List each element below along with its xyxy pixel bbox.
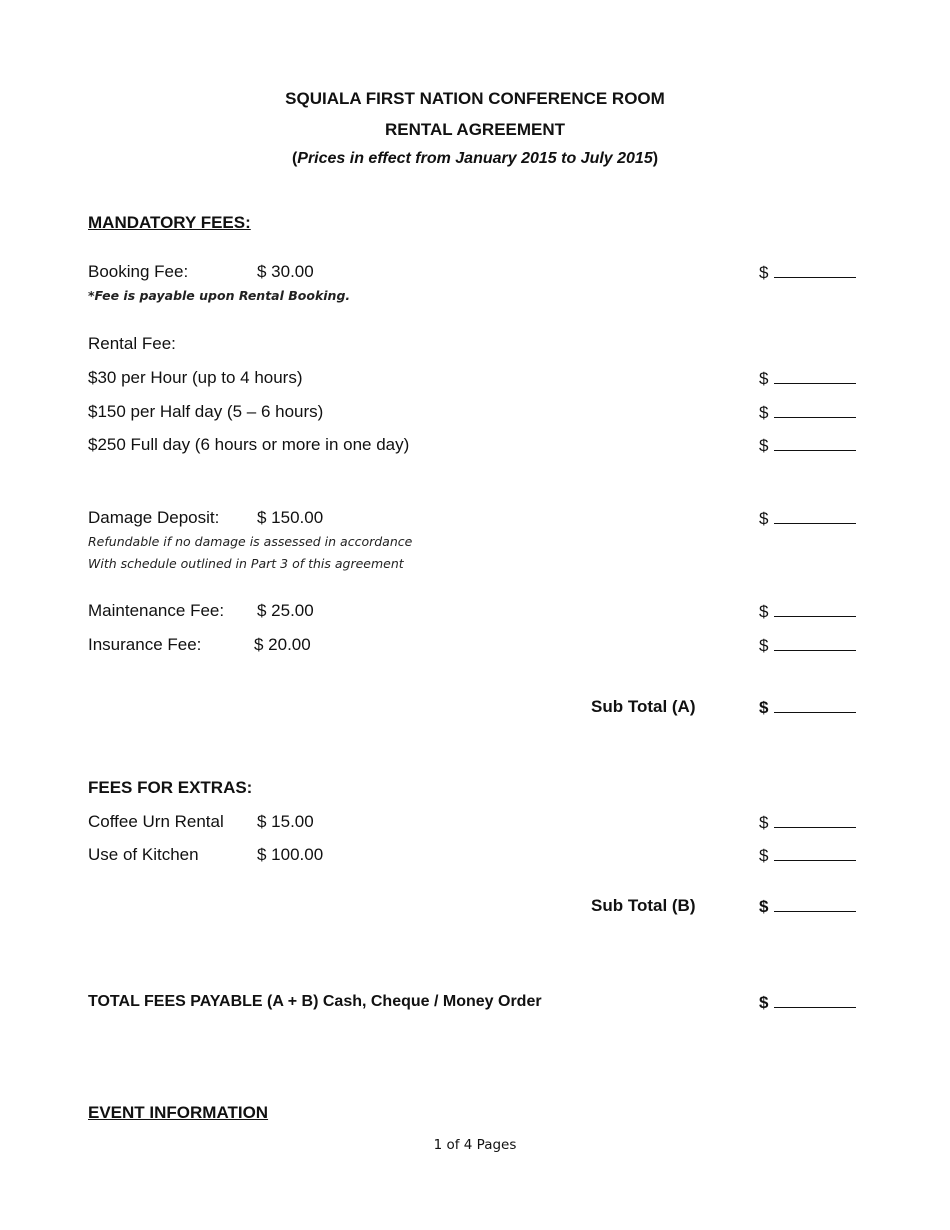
mandatory-fees-heading: MANDATORY FEES:: [88, 213, 251, 232]
subtotal-b-label: Sub Total (B): [591, 896, 696, 915]
maintenance-fee-label: Maintenance Fee:: [88, 601, 225, 620]
rental-hour-option: $30 per Hour (up to 4 hours): [88, 368, 303, 387]
coffee-urn-amount: $ 15.00: [257, 812, 314, 831]
subtotal-a-blank[interactable]: [759, 698, 856, 718]
damage-deposit-note-2: With schedule outlined in Part 3 of this agreement: [88, 556, 404, 571]
currency-sign: $: [759, 509, 769, 528]
booking-fee-blank[interactable]: [759, 263, 856, 283]
rental-half-day-option: $150 per Half day (5 – 6 hours): [88, 402, 324, 421]
damage-deposit-note-1: Refundable if no damage is assessed in accordance: [88, 534, 413, 549]
rental-half-day-blank[interactable]: [759, 403, 856, 423]
currency-sign: $: [759, 369, 769, 388]
booking-fee-label: Booking Fee:: [88, 262, 189, 281]
rental-full-day-option: $250 Full day (6 hours or more in one day): [88, 435, 410, 454]
booking-fee-amount: $ 30.00: [257, 262, 314, 281]
currency-sign: $: [759, 993, 769, 1012]
total-fees-blank[interactable]: [759, 993, 856, 1013]
currency-sign: $: [759, 602, 769, 621]
insurance-fee-label: Insurance Fee:: [88, 635, 202, 654]
total-fees-label: TOTAL FEES PAYABLE (A + B) Cash, Cheque / Money Order: [88, 993, 542, 1010]
page-number: 1 of 4 Pages: [433, 1137, 517, 1153]
currency-sign: $: [759, 813, 769, 832]
price-period-text: Prices in effect from January 2015 to July 2015: [297, 150, 653, 167]
currency-sign: $: [759, 436, 769, 455]
currency-sign: $: [759, 263, 769, 282]
subtotal-b-blank[interactable]: [759, 897, 856, 917]
damage-deposit-amount: $ 150.00: [257, 508, 324, 527]
rental-hour-blank[interactable]: [759, 369, 856, 389]
kitchen-amount: $ 100.00: [257, 845, 324, 864]
price-period: [0, 150, 950, 168]
currency-sign: $: [759, 636, 769, 655]
event-information-heading: EVENT INFORMATION: [88, 1103, 269, 1122]
insurance-fee-blank[interactable]: [759, 636, 856, 656]
booking-fee-note: *Fee is payable upon Rental Booking.: [88, 288, 351, 303]
insurance-fee-amount: $ 20.00: [254, 635, 311, 654]
coffee-urn-label: Coffee Urn Rental: [88, 812, 224, 831]
paren-close: ): [652, 150, 659, 167]
damage-deposit-label: Damage Deposit:: [88, 508, 220, 527]
kitchen-label: Use of Kitchen: [88, 845, 199, 864]
maintenance-fee-amount: $ 25.00: [257, 601, 314, 620]
currency-sign: $: [759, 846, 769, 865]
subtotal-a-label: Sub Total (A): [591, 697, 696, 716]
kitchen-blank[interactable]: [759, 846, 856, 866]
rental-fee-label: Rental Fee:: [88, 334, 176, 353]
currency-sign: $: [759, 897, 769, 916]
document-title: SQUIALA FIRST NATION CONFERENCE ROOM: [285, 89, 665, 108]
currency-sign: $: [759, 403, 769, 422]
paren-open: (: [291, 150, 298, 167]
extras-heading: FEES FOR EXTRAS:: [88, 778, 253, 797]
currency-sign: $: [759, 698, 769, 717]
coffee-urn-blank[interactable]: [759, 813, 856, 833]
rental-full-day-blank[interactable]: [759, 436, 856, 456]
document-subtitle: RENTAL AGREEMENT: [384, 120, 566, 139]
maintenance-fee-blank[interactable]: [759, 602, 856, 622]
damage-deposit-blank[interactable]: [759, 509, 856, 529]
